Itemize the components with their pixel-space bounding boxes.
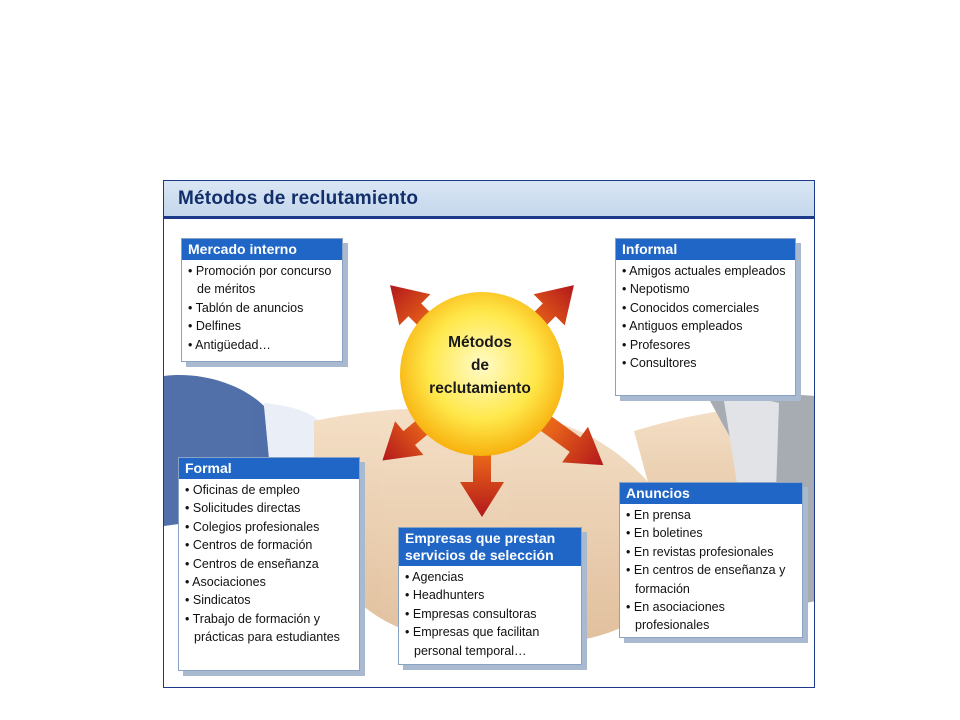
box-title: Anuncios [620,483,802,504]
list-item: • En boletines [626,524,798,542]
list-item: • Antiguos empleados [622,317,791,335]
list-item: • En asociaciones profesionales [626,598,798,635]
list-item: • Antigüedad… [188,336,338,354]
list-item: • Headhunters [405,586,577,604]
list-item: • Trabajo de formación y prácticas para estudiantes [185,610,355,647]
box-mercado-interno [181,238,343,362]
item-list [179,481,359,651]
center-label-line1: Métodos [448,334,512,351]
box-empresas-seleccion [398,527,582,665]
item-list [616,262,795,376]
box-title: Formal [179,458,359,479]
list-item: • Empresas que facilitan personal temporal… [405,623,577,660]
center-label-line3: reclutamiento [429,380,531,397]
box-formal [178,457,360,671]
page-title: Métodos de reclutamiento [178,188,419,209]
list-item: • Colegios profesionales [185,518,355,536]
list-item: • Nepotismo [622,280,791,298]
list-item: • Promoción por concurso de méritos [188,262,338,299]
list-item: • Asociaciones [185,573,355,591]
list-item: • Conocidos comerciales [622,299,791,317]
list-item: • Tablón de anuncios [188,299,338,317]
item-list [620,506,802,639]
list-item: • Agencias [405,568,577,586]
list-item: • Consultores [622,354,791,372]
box-title: Mercado interno [182,239,342,260]
recruitment-diagram [163,180,815,688]
list-item: • Solicitudes directas [185,499,355,517]
box-title: Informal [616,239,795,260]
list-item: • Amigos actuales empleados [622,262,791,280]
item-list [182,262,342,358]
list-item: • Centros de formación [185,536,355,554]
list-item: • En revistas profesionales [626,543,798,561]
list-item: • Oficinas de empleo [185,481,355,499]
list-item: • En prensa [626,506,798,524]
list-item: • En centros de enseñanza y formación [626,561,798,598]
list-item: • Sindicatos [185,591,355,609]
list-item: • Delfines [188,317,338,335]
list-item: • Profesores [622,336,791,354]
center-label [400,331,560,400]
list-item: • Centros de enseñanza [185,555,355,573]
box-informal [615,238,796,396]
box-title: Empresas que prestan servicios de selección [399,528,581,566]
item-list [399,568,581,664]
list-item: • Empresas consultoras [405,605,577,623]
center-label-line2: de [470,357,490,374]
header-bar [164,181,814,219]
box-anuncios [619,482,803,638]
